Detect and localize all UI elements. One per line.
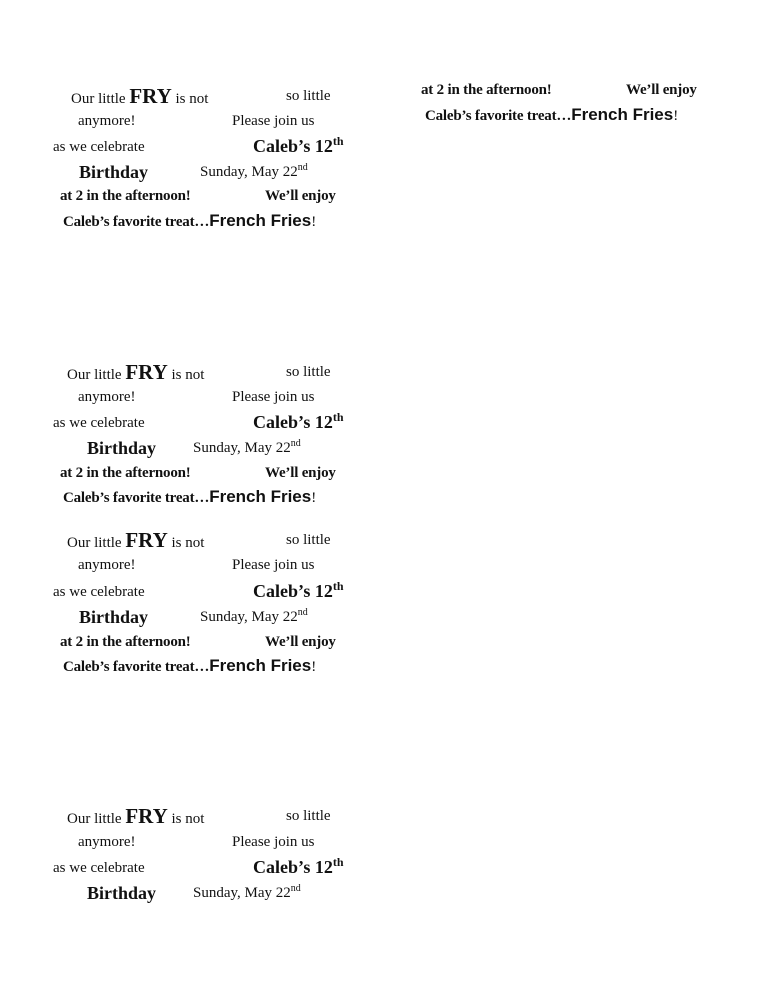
text-please-join: Please join us bbox=[232, 389, 315, 405]
text-calebs-12: Caleb’s 12 bbox=[253, 136, 333, 156]
text-th: th bbox=[332, 134, 344, 148]
text-well-enjoy: We’ll enjoy bbox=[265, 634, 336, 650]
text-calebs-12: Caleb’s 12 bbox=[253, 857, 333, 877]
text-our-little: Our little bbox=[67, 811, 122, 827]
text-french-fries: French Fries bbox=[209, 211, 312, 230]
text-birthday: Birthday bbox=[87, 883, 157, 903]
text-sunday: Sunday, May 22 bbox=[200, 609, 298, 625]
text-anymore: anymore! bbox=[78, 389, 136, 405]
text-fry: FRY bbox=[125, 804, 168, 828]
text-so-little: so little bbox=[286, 808, 331, 824]
text-fry: FRY bbox=[125, 528, 168, 552]
line-favorite-treat bbox=[63, 657, 316, 675]
text-at-2: at 2 in the afternoon! bbox=[60, 465, 191, 481]
text-at-2: at 2 in the afternoon! bbox=[421, 82, 552, 98]
line-our-little-fry bbox=[71, 86, 208, 107]
text-sunday-may-22nd bbox=[200, 162, 308, 180]
text-nd: nd bbox=[290, 438, 301, 449]
text-birthday: Birthday bbox=[79, 607, 149, 627]
line-our-little-fry bbox=[67, 530, 204, 551]
text-our-little: Our little bbox=[67, 367, 122, 383]
text-as-we-celebrate: as we celebrate bbox=[53, 139, 145, 155]
text-so-little: so little bbox=[286, 532, 331, 548]
text-th: th bbox=[332, 579, 344, 593]
text-as-we-celebrate: as we celebrate bbox=[53, 860, 145, 876]
text-is-not: is not bbox=[171, 535, 205, 551]
line-our-little-fry bbox=[67, 806, 204, 827]
text-please-join: Please join us bbox=[232, 557, 315, 573]
line-our-little-fry bbox=[67, 362, 204, 383]
text-sunday-may-22nd bbox=[193, 883, 301, 901]
line-favorite-treat bbox=[425, 106, 678, 124]
text-at-2: at 2 in the afternoon! bbox=[60, 188, 191, 204]
text-th: th bbox=[332, 410, 344, 424]
text-calebs-12: Caleb’s 12 bbox=[253, 412, 333, 432]
text-nd: nd bbox=[290, 883, 301, 894]
text-favorite: Caleb’s favorite treat… bbox=[425, 108, 572, 124]
text-is-not: is not bbox=[171, 367, 205, 383]
text-anymore: anymore! bbox=[78, 113, 136, 129]
text-our-little: Our little bbox=[67, 535, 122, 551]
text-well-enjoy: We’ll enjoy bbox=[265, 188, 336, 204]
text-favorite: Caleb’s favorite treat… bbox=[63, 214, 210, 230]
text-french-fries: French Fries bbox=[209, 656, 312, 675]
text-bang: ! bbox=[311, 214, 317, 230]
text-nd: nd bbox=[297, 162, 308, 173]
text-favorite: Caleb’s favorite treat… bbox=[63, 659, 210, 675]
text-well-enjoy: We’ll enjoy bbox=[265, 465, 336, 481]
text-please-join: Please join us bbox=[232, 834, 315, 850]
text-favorite: Caleb’s favorite treat… bbox=[63, 490, 210, 506]
text-bang: ! bbox=[311, 490, 317, 506]
text-sunday-may-22nd bbox=[193, 438, 301, 456]
text-calebs-12th bbox=[253, 410, 344, 432]
text-calebs-12th bbox=[253, 855, 344, 877]
text-sunday-may-22nd bbox=[200, 607, 308, 625]
text-so-little: so little bbox=[286, 364, 331, 380]
text-at-2: at 2 in the afternoon! bbox=[60, 634, 191, 650]
text-sunday: Sunday, May 22 bbox=[200, 164, 298, 180]
text-sunday: Sunday, May 22 bbox=[193, 440, 291, 456]
text-anymore: anymore! bbox=[78, 834, 136, 850]
text-birthday: Birthday bbox=[87, 438, 157, 458]
text-please-join: Please join us bbox=[232, 113, 315, 129]
text-well-enjoy: We’ll enjoy bbox=[626, 82, 697, 98]
text-anymore: anymore! bbox=[78, 557, 136, 573]
text-calebs-12th bbox=[253, 134, 344, 156]
line-favorite-treat bbox=[63, 488, 316, 506]
text-as-we-celebrate: as we celebrate bbox=[53, 415, 145, 431]
text-french-fries: French Fries bbox=[209, 487, 312, 506]
text-bang: ! bbox=[311, 659, 317, 675]
text-birthday: Birthday bbox=[79, 162, 149, 182]
text-sunday: Sunday, May 22 bbox=[193, 885, 291, 901]
text-is-not: is not bbox=[175, 91, 209, 107]
line-favorite-treat bbox=[63, 212, 316, 230]
text-fry: FRY bbox=[129, 84, 172, 108]
text-so-little: so little bbox=[286, 88, 331, 104]
text-th: th bbox=[332, 855, 344, 869]
text-calebs-12: Caleb’s 12 bbox=[253, 581, 333, 601]
text-our-little: Our little bbox=[71, 91, 126, 107]
text-fry: FRY bbox=[125, 360, 168, 384]
text-is-not: is not bbox=[171, 811, 205, 827]
text-bang: ! bbox=[673, 108, 679, 124]
text-french-fries: French Fries bbox=[571, 105, 674, 124]
text-calebs-12th bbox=[253, 579, 344, 601]
text-as-we-celebrate: as we celebrate bbox=[53, 584, 145, 600]
text-nd: nd bbox=[297, 607, 308, 618]
